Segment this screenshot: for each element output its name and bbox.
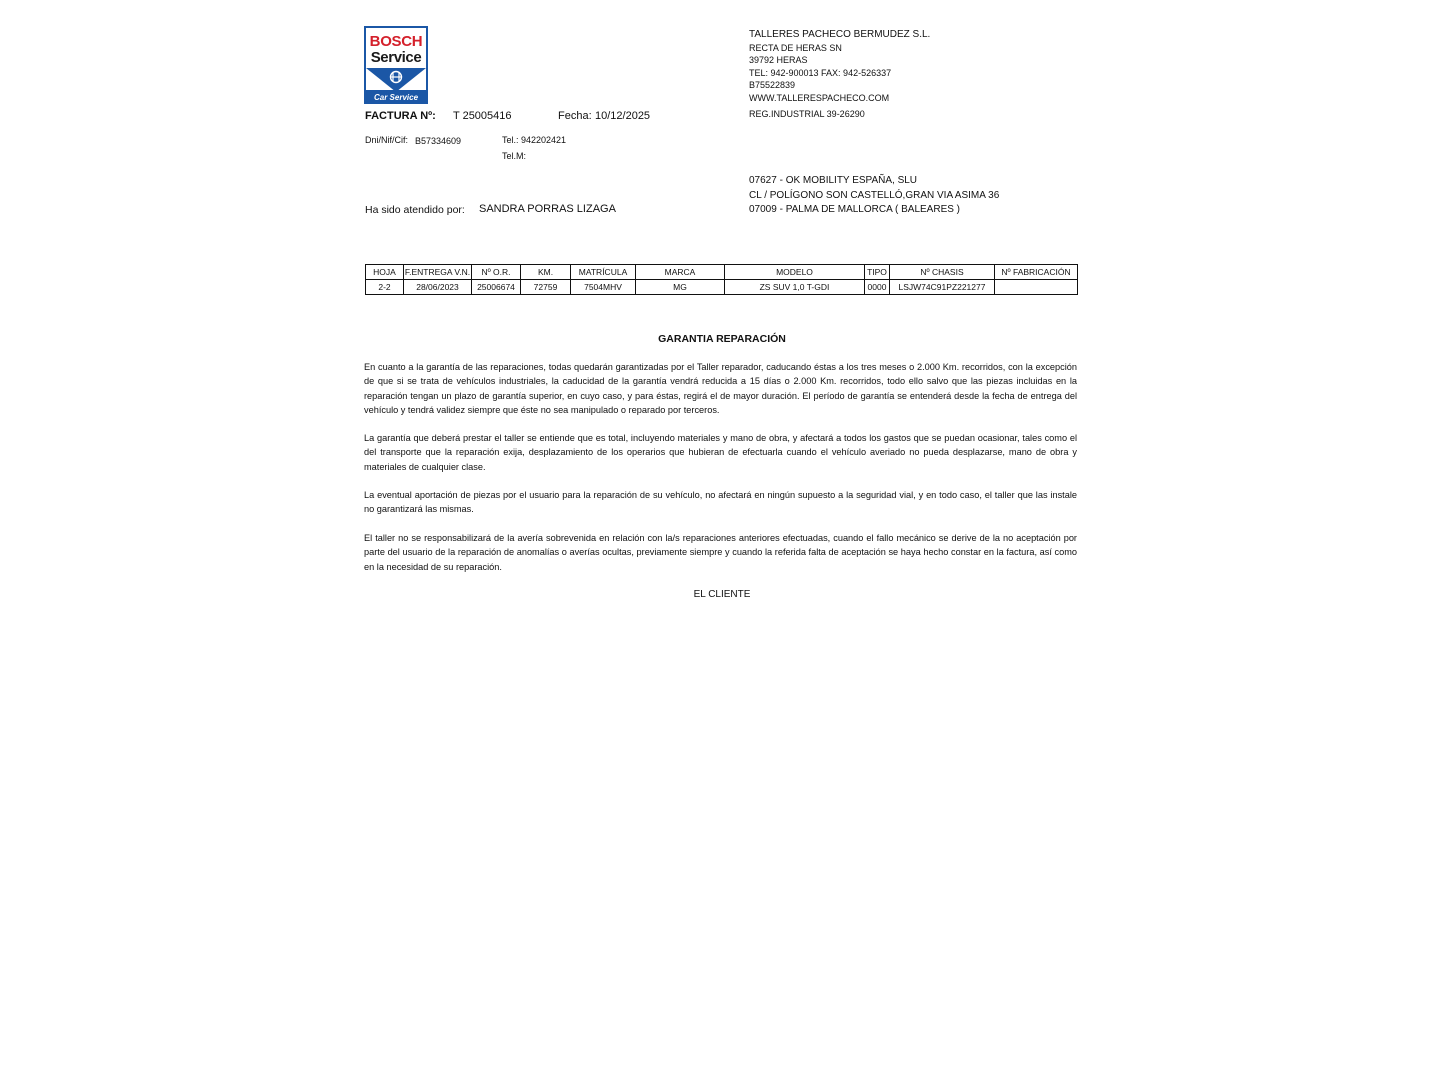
company-reg: REG.INDUSTRIAL 39-26290 [749,109,865,120]
client-line-3: 07009 - PALMA DE MALLORCA ( BALEARES ) [749,204,961,215]
column-header: Nº FABRICACIÓN [995,265,1078,280]
column-header: MATRÍCULA [571,265,636,280]
table-cell: 2-2 [366,280,404,295]
warranty-paragraph-2: La garantía que deberá prestar el taller se entiende que es total, incluyendo materiales y mano de obra, y afectará a todos los gastos que se puedan ocasionar, tales como el del transporte que la reparación exija, desplazamiento de los operarios que hubieran de efectuarla cuando el vehículo averiado no pueda desplazarse, mano de obra y materiales de cualquier clase. [364,433,1077,472]
logo-brand: BOSCH [369,33,423,50]
logo-panel [366,28,426,90]
logo-service: Service [370,49,422,66]
dni-label: Dni/Nif/Cif: [365,135,409,145]
table-cell: 72759 [521,280,571,295]
warranty-paragraph-3: La eventual aportación de piezas por el usuario para la reparación de su vehículo, no afectará en ningún supuesto a la seguridad vial, y en todo caso, el taller que las instale no garantizará las mismas. [364,490,1077,515]
bosch-armature-icon [366,68,426,92]
invoice-number: T 25005416 [453,110,512,122]
table-cell: LSJW74C91PZ221277 [890,280,995,295]
dni-value: B57334609 [415,136,462,146]
client-line-2: CL / POLÍGONO SON CASTELLÓ,GRAN VIA ASIMA 36 [749,189,1000,201]
column-header: HOJA [366,265,404,280]
column-header: MODELO [725,265,865,280]
company-web: WWW.TALLERESPACHECO.COM [749,92,890,103]
company-cif: B75522839 [749,80,796,91]
table-cell: 28/06/2023 [404,280,472,295]
company-info [749,29,930,120]
table-cell: 25006674 [472,280,521,295]
column-header: KM. [521,265,571,280]
client-address [749,174,999,218]
vehicle-table [365,264,1078,295]
column-header: TIPO [865,265,890,280]
warranty-paragraph-1: En cuanto a la garantía de las reparaciones, todas quedarán garantizadas por el Taller reparador, caducando éstas a los tres meses o 2.000 Km. recorridos, con la excepción de que si se trata de vehículos industriales, la caducidad de la garantía vendrá reducida a 15 días o 2.000 Km. recorridos, todo ello salvo que las piezas incluidas en la reparación tengan un plazo de garantía superior, en cuyo caso, y para éstas, regirá el de mayor duración. El período de garantía se entenderá desde la fecha de entrega del vehículo y tendrá validez siempre que éste no sea manipulado o reparado por terceros. [364,362,1077,415]
tel-value: 942202421 [521,135,567,145]
column-header: MARCA [636,265,725,280]
client-line-1: 07627 - OK MOBILITY ESPAÑA, SLU [749,175,918,186]
invoice-label: FACTURA Nº: [365,110,436,122]
tel-label: Tel.: [502,135,519,145]
bosch-service-logo [364,26,428,104]
table-cell [995,280,1078,295]
company-phones: TEL: 942-900013 FAX: 942-526337 [749,67,892,78]
table-cell: 7504MHV [571,280,636,295]
column-header: Nº CHASIS [890,265,995,280]
company-address: RECTA DE HERAS SN [749,43,842,53]
column-header: Nº O.R. [472,265,521,280]
table-header-row [366,265,1078,280]
logo-car-service: Car Service [373,93,419,102]
warranty-title: GARANTIA REPARACIÓN [658,333,786,345]
company-city: 39792 HERAS [749,55,808,66]
attended-by-name: SANDRA PORRAS LIZAGA [479,203,616,215]
column-header: F.ENTREGA V.N. [404,265,472,280]
telm-label: Tel.M: [502,151,527,161]
warranty-paragraph-4: El taller no se responsabilizará de la avería sobrevenida en relación con la/s reparaciones anteriores efectuadas, cuando el fallo mecánico se derive de la no aceptación por parte del usuario de la reparación de anomalías o averías ocultas, previamente siempre y cuando la referida falta de aceptación se haya hecho constar en la factura, así como en la necesidad de su reparación. [364,533,1077,572]
table-row [366,280,1078,295]
invoice-date-label: Fecha: [558,110,592,122]
client-signature-label: EL CLIENTE [693,589,751,600]
table-cell: ZS SUV 1,0 T-GDI [725,280,865,295]
table-cell: 0000 [865,280,890,295]
table-cell: MG [636,280,725,295]
company-name: TALLERES PACHECO BERMUDEZ S.L. [749,29,931,40]
invoice-date: 10/12/2025 [595,110,651,122]
attended-by-label: Ha sido atendido por: [365,204,465,216]
